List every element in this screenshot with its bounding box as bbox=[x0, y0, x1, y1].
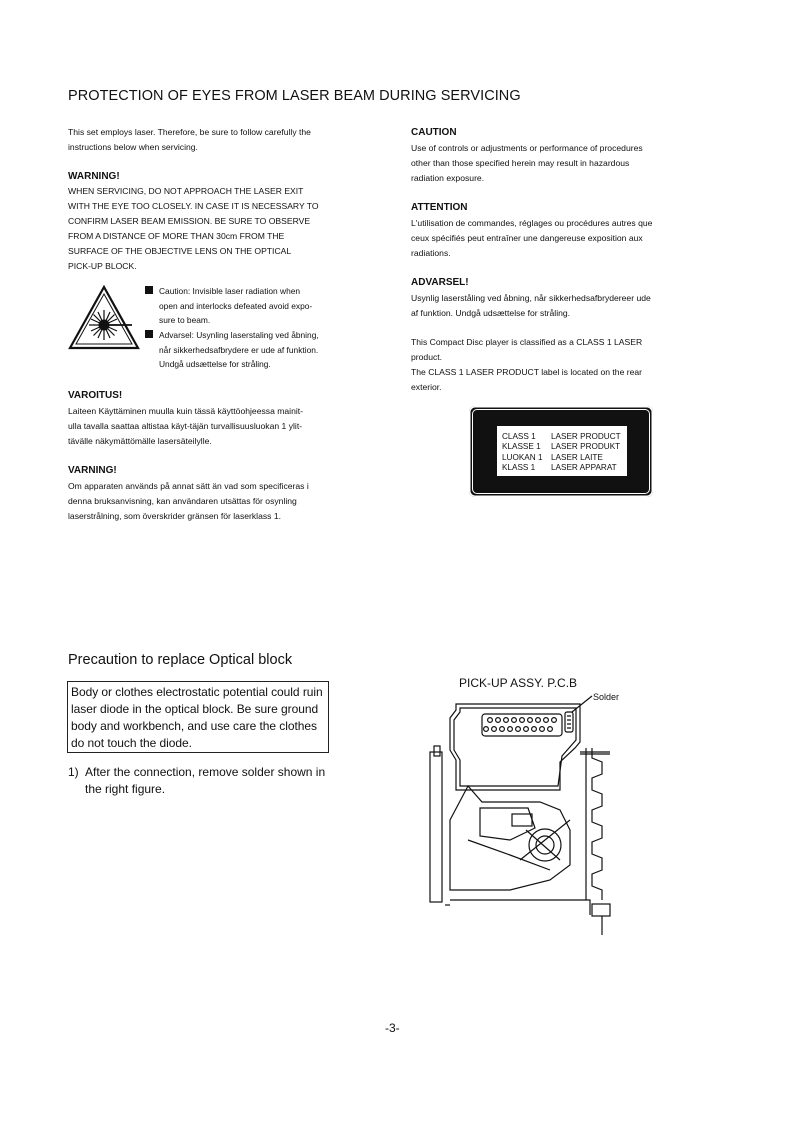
caution-bullet bbox=[145, 284, 360, 328]
precaution-line: do not touch the diode. bbox=[71, 736, 192, 750]
bullet-line: Caution: Invisible laser radiation when bbox=[159, 286, 301, 296]
precaution-title: Precaution to replace Optical block bbox=[68, 652, 293, 668]
precaution-box bbox=[67, 681, 329, 753]
solder-label: Solder bbox=[593, 692, 620, 702]
attention-line: ceux spécifiés peut entraîner une dangereuse exposition aux bbox=[411, 233, 643, 243]
warning-line: WHEN SERVICING, DO NOT APPROACH THE LASER EXIT bbox=[68, 186, 304, 196]
label-row bbox=[497, 463, 627, 473]
varoitus-text bbox=[68, 404, 368, 449]
precaution-line: Body or clothes electrostatic potential could ruin bbox=[71, 685, 323, 699]
attention-line: radiations. bbox=[411, 248, 451, 258]
varning-line: denna bruksanvisning, kan användaren utsättas för osynling bbox=[68, 496, 297, 506]
caution-line: other than those specified herein may result in hazardous bbox=[411, 158, 630, 168]
label-product: LASER PRODUCT bbox=[551, 432, 621, 441]
varoitus-heading: VAROITUS! bbox=[68, 390, 123, 401]
class-line: The CLASS 1 LASER PRODUCT label is located on the rear bbox=[411, 367, 643, 377]
bullet-line: sure to beam. bbox=[159, 315, 211, 325]
label-class: KLASSE 1 bbox=[502, 442, 541, 452]
bullet-line: når sikkerhedsafbrydere er ude af funktion. bbox=[159, 344, 319, 355]
warning-line: FROM A DISTANCE OF MORE THAN 30cm FROM THE bbox=[68, 231, 285, 241]
class-line: product. bbox=[411, 352, 443, 362]
figure-title: PICK-UP ASSY. P.C.B bbox=[459, 676, 578, 690]
warning-line: PICK-UP BLOCK. bbox=[68, 261, 137, 271]
bullet-square-icon bbox=[145, 286, 153, 294]
step-1 bbox=[68, 764, 348, 798]
class-line: exterior. bbox=[411, 382, 442, 392]
attention-text bbox=[411, 216, 701, 261]
caution-text bbox=[411, 141, 701, 186]
attention-heading: ATTENTION bbox=[411, 202, 468, 213]
bullet-line: Undgå udsættelse for stråling. bbox=[159, 359, 271, 369]
label-product: LASER PRODUKT bbox=[551, 442, 621, 452]
warning-line: SURFACE OF THE OBJECTIVE LENS ON THE OPTICAL bbox=[68, 246, 292, 256]
caution-line: radiation exposure. bbox=[411, 173, 485, 183]
bullet-line: Advarsel: Usynling laserstaling ved åbning, bbox=[159, 330, 319, 340]
laser-warning-icon bbox=[68, 285, 140, 351]
label-product: LASER APPARAT bbox=[551, 463, 617, 473]
advarsel-line: af funktion. Undgå udsættelse for stråling. bbox=[411, 308, 571, 318]
step-line: After the connection, remove solder shown in bbox=[85, 765, 326, 779]
varning-heading: VARNING! bbox=[68, 465, 117, 476]
label-product: LASER LAITE bbox=[551, 452, 603, 462]
caution-heading: CAUTION bbox=[411, 127, 457, 138]
bullet-square-icon bbox=[145, 330, 153, 338]
advarsel-text bbox=[411, 291, 701, 321]
label-row bbox=[497, 432, 627, 442]
varning-text bbox=[68, 479, 368, 524]
precaution-line: laser diode in the optical block. Be sure ground bbox=[71, 702, 319, 716]
advarsel-line: Usynlig laserståling ved åbning, når sikkerhedsafbrydereer ude bbox=[411, 293, 651, 303]
pickup-assy-figure bbox=[410, 690, 625, 940]
varoitus-line: Laiteen Käyttäminen muulla kuin tässä käyttöohjeessa mainit- bbox=[68, 406, 304, 416]
warning-line: WITH THE EYE TOO CLOSELY. IN CASE IT IS NECESSARY TO bbox=[68, 201, 319, 211]
intro-text bbox=[68, 125, 368, 155]
warning-line: CONFIRM LASER BEAM EMISSION. BE SURE TO OBSERVE bbox=[68, 216, 311, 226]
varning-line: laserstrålning, som överskrider gränsen för laserklass 1. bbox=[68, 511, 282, 521]
warning-text bbox=[68, 184, 378, 274]
warning-heading: WARNING! bbox=[68, 171, 120, 182]
varoitus-line: tävälle näkymättömälle lasersäteilylle. bbox=[68, 436, 212, 446]
page-title: PROTECTION OF EYES FROM LASER BEAM DURING SERVICING bbox=[68, 88, 521, 104]
class-line: This Compact Disc player is classified as a CLASS 1 LASER bbox=[411, 337, 643, 347]
advarsel-heading: ADVARSEL! bbox=[411, 277, 469, 288]
bullet-line: open and interlocks defeated avoid expo- bbox=[159, 300, 313, 311]
label-class: LUOKAN 1 bbox=[502, 452, 543, 462]
label-row bbox=[497, 442, 627, 452]
varoitus-line: ulla tavalla saattaa altistaa käyt-täjän turvallisuusluokan 1 ylit- bbox=[68, 421, 303, 431]
attention-line: L'utilisation de commandes, réglages ou procédures autres que bbox=[411, 218, 653, 228]
step-number: 1) bbox=[68, 765, 79, 779]
label-row bbox=[497, 453, 627, 463]
caution-line: Use of controls or adjustments or performance of procedures bbox=[411, 143, 643, 153]
intro-line: instructions below when servicing. bbox=[68, 142, 198, 152]
class-text bbox=[411, 335, 701, 395]
label-class: CLASS 1 bbox=[502, 432, 536, 441]
label-class: KLASS 1 bbox=[502, 463, 536, 473]
connector-pins bbox=[484, 718, 557, 732]
step-line: the right figure. bbox=[85, 782, 166, 796]
page-number: -3- bbox=[385, 1021, 400, 1035]
class1-label bbox=[497, 426, 627, 476]
varning-line: Om apparaten används på annat sätt än vad som specificeras i bbox=[68, 481, 309, 491]
precaution-line: body and workbench, and use care the clothes bbox=[71, 719, 317, 733]
advarsel-bullet bbox=[145, 328, 360, 372]
intro-line: This set employs laser. Therefore, be sure to follow carefully the bbox=[68, 127, 311, 137]
